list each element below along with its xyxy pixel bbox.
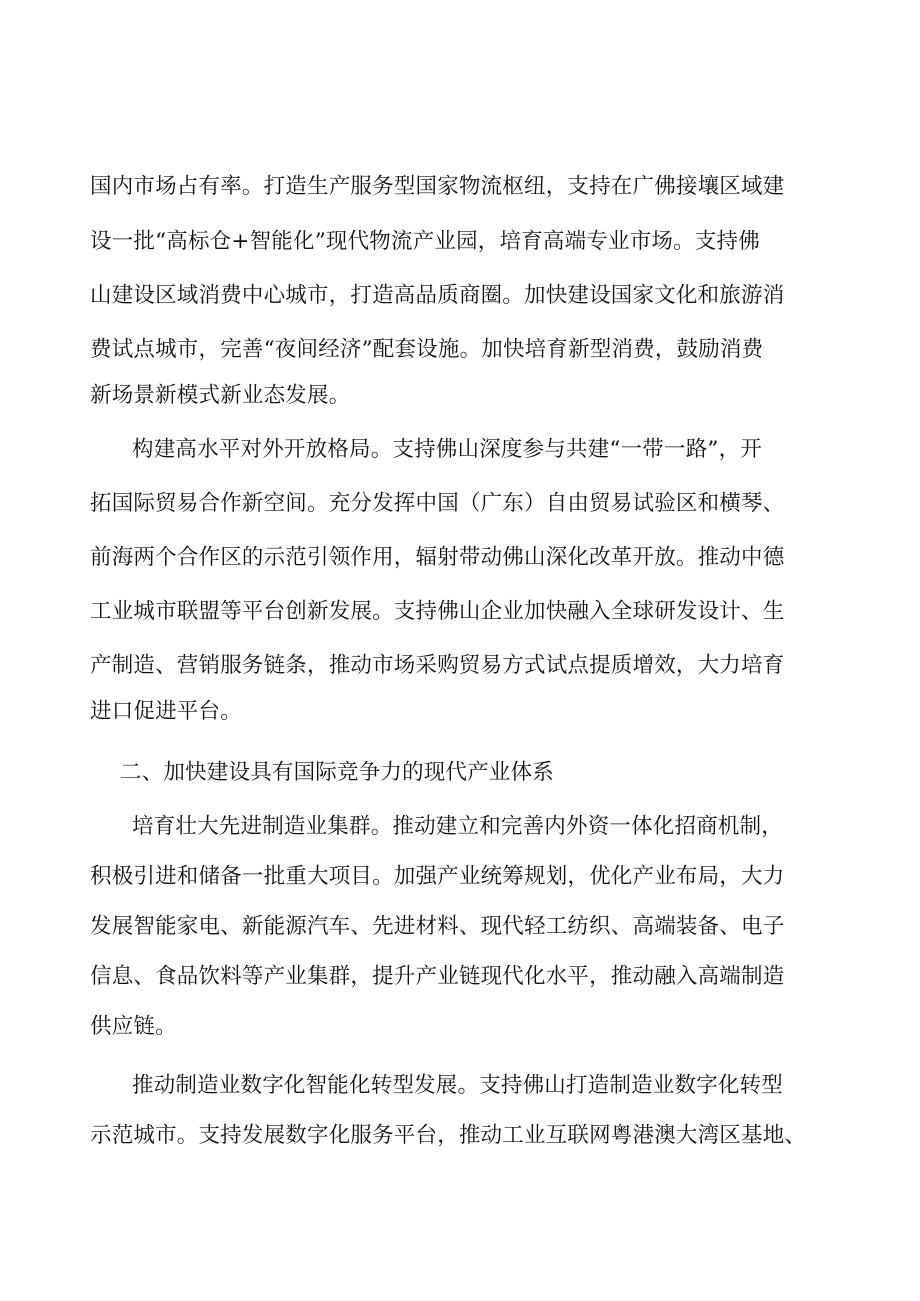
paragraph-1-line-5: 新场景新模式新业态发展。 xyxy=(90,383,351,408)
paragraph-3-line-1: 培育壮大先进制造业集群。推动建立和完善内外资一体化招商机制， xyxy=(132,814,784,839)
paragraph-1-line-4: 费试点城市，完善“夜间经济”配套设施。加快培育新型消费，鼓励消费 xyxy=(90,337,764,362)
paragraph-3-line-3: 发展智能家电、新能源汽车、先进材料、现代轻工纺织、高端装备、电子 xyxy=(90,914,785,939)
paragraph-1-line-2: 设一批“高标仓+智能化”现代物流产业园，培育高端专业市场。支持佛 xyxy=(90,229,760,254)
paragraph-3-line-5: 供应链。 xyxy=(90,1014,177,1039)
paragraph-3-line-4: 信息、食品饮料等产业集群，提升产业链现代化水平，推动融入高端制造 xyxy=(90,964,785,989)
section-heading: 二、加快建设具有国际竞争力的现代产业体系 xyxy=(120,760,555,785)
paragraph-3-line-2: 积极引进和储备一批重大项目。加强产业统筹规划，优化产业布局，大力 xyxy=(90,864,785,889)
paragraph-2-line-3: 前海两个合作区的示范引领作用，辐射带动佛山深化改革开放。推动中德 xyxy=(90,545,785,570)
paragraph-1-line-3: 山建设区域消费中心城市，打造高品质商圈。加快建设国家文化和旅游消 xyxy=(90,283,785,308)
paragraph-1-line-1: 国内市场占有率。打造生产服务型国家物流枢纽，支持在广佛接壤区域建 xyxy=(90,174,785,199)
paragraph-4-line-1: 推动制造业数字化智能化转型发展。支持佛山打造制造业数字化转型 xyxy=(132,1073,784,1098)
paragraph-2-line-5: 产制造、营销服务链条，推动市场采购贸易方式试点提质增效，大力培育 xyxy=(90,653,785,678)
paragraph-2-line-4: 工业城市联盟等平台创新发展。支持佛山企业加快融入全球研发设计、生 xyxy=(90,599,785,624)
paragraph-2-line-1: 构建高水平对外开放格局。支持佛山深度参与共建“一带一路”，开 xyxy=(132,437,762,462)
paragraph-2-line-2: 拓国际贸易合作新空间。充分发挥中国（广东）自由贸易试验区和横琴、 xyxy=(90,491,785,516)
paragraph-4-line-2: 示范城市。支持发展数字化服务平台，推动工业互联网粤港澳大湾区基地、 xyxy=(90,1123,807,1148)
paragraph-2-line-6: 进口促进平台。 xyxy=(90,699,242,724)
